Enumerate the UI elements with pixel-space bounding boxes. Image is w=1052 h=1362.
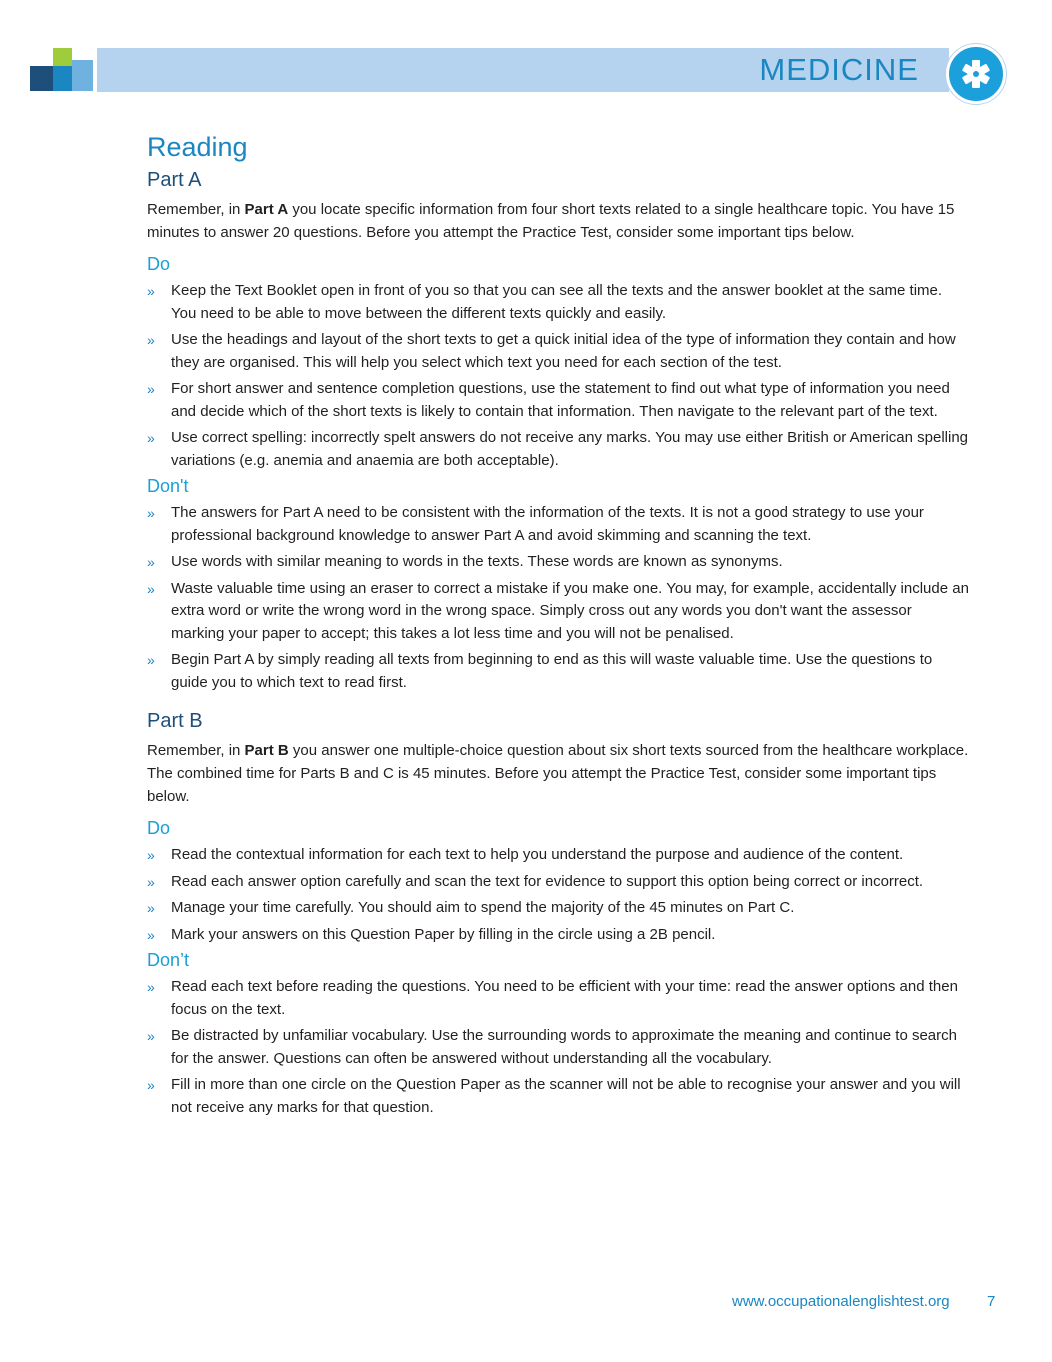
bullet-icon: » [147,652,155,668]
star-of-life-icon [946,44,1006,104]
part-a-intro: Remember, in Part A you locate specific information from four short texts related to a single healthcare topic. You have 15 minutes to answer 20 questions. Before you attempt the Practice Test, consider some important tips below. [147,201,955,241]
list-item: » Mark your answers on this Question Paper by filling in the circle using a 2B pencil. [147,924,969,947]
bullet-icon: » [147,926,155,943]
part-b-dont-heading: Don’t [147,950,190,970]
list-item: » Waste valuable time using an eraser to correct a mistake if you make one. You may, for example, accidentally include an extra word or write the wrong word in the wrong space. Simply cross out any words you don't want the assessor marking your paper to accept; this takes a lot less time and you will not be penalised. [147,579,969,642]
bullet-icon: » [147,1077,155,1093]
list-item: » Be distracted by unfamiliar vocabulary. Use the surrounding words to approximate the meaning and continue to search for the answer. Questions can often be answered without understanding all the vocabulary. [147,1027,957,1067]
bullet-icon: » [147,1028,155,1044]
main-content [147,132,969,1123]
logo-square-navy [30,66,53,91]
part-a-heading: Part A [147,169,202,191]
part-b-do-heading: Do [147,818,171,838]
list-item: » Begin Part A by simply reading all texts from beginning to end as this will waste valuable time. Use the questions to guide you to which text to read first. [147,651,933,691]
bullet-icon: » [147,430,155,446]
part-b-do-list [147,844,969,946]
part-b-intro: Remember, in Part B you answer one multiple-choice question about six short texts sourced from the healthcare workplace. The combined time for Parts B and C is 45 minutes. Before you attempt the Practice Test, consider some important tips below. [147,742,969,805]
bullet-icon: » [147,332,155,348]
bullet-icon: » [147,580,155,597]
bullet-icon: » [147,979,155,995]
bullet-icon: » [147,505,155,521]
part-a-do-list [147,280,969,472]
part-a-section [147,169,969,694]
part-a-dont-heading: Don't [147,476,189,496]
part-b-dont-list [147,976,969,1119]
part-b-section [147,710,969,1119]
footer-url-link[interactable]: www.occupationalenglishtest.org [732,1293,950,1310]
list-item: » Read the contextual information for each text to help you understand the purpose and audience of the content. [147,844,969,867]
page-title: Reading [147,132,248,162]
header-title: MEDICINE [759,52,919,87]
part-b-heading: Part B [147,710,203,732]
list-item: » Keep the Text Booklet open in front of you so that you can see all the texts and the answer booklet at the same time. You need to be able to move between the different texts quickly and easily. [147,282,943,322]
list-item: » Read each text before reading the questions. You need to be efficient with your time: read the answer options and then focus on the text. [147,978,958,1018]
list-item: » Use the headings and layout of the short texts to get a quick initial idea of the type of information they contain and how they are organised. This will help you select which text you need for each section of the test. [147,331,956,371]
list-item: » Use words with similar meaning to words in the texts. These words are known as synonyms. [147,551,969,574]
list-item: » Use correct spelling: incorrectly spelt answers do not receive any marks. You may use either British or American spelling variations (e.g. anemia and anaemia are both acceptable). [147,429,969,469]
list-item: » For short answer and sentence completion questions, use the statement to find out what type of information you need and decide which of the short texts is likely to contain that information. Then navigate to the relevant part of the text. [147,380,950,420]
bullet-icon: » [147,283,155,299]
bullet-icon: » [147,900,155,916]
logo-square-lightblue [72,60,93,91]
page-number: 7 [987,1293,996,1310]
part-a-dont-list [147,502,969,694]
list-item: » Read each answer option carefully and scan the text for evidence to support this option being correct or incorrect. [147,871,969,894]
logo-square-blue [53,66,72,91]
bullet-icon: » [147,381,155,397]
bullet-icon: » [147,873,155,890]
bullet-icon: » [147,554,155,570]
logo-square-green [53,48,72,66]
list-item: » Fill in more than one circle on the Question Paper as the scanner will not be able to recognise your answer and you will not receive any marks for that question. [147,1076,961,1116]
bullet-icon: » [147,847,155,863]
list-item: » The answers for Part A need to be consistent with the information of the texts. It is not a good strategy to use your professional background knowledge to answer Part A and avoid skimming and scanning the text. [147,504,924,544]
list-item: » Manage your time carefully. You should aim to spend the majority of the 45 minutes on Part C. [147,897,969,920]
part-a-do-heading: Do [147,254,171,274]
